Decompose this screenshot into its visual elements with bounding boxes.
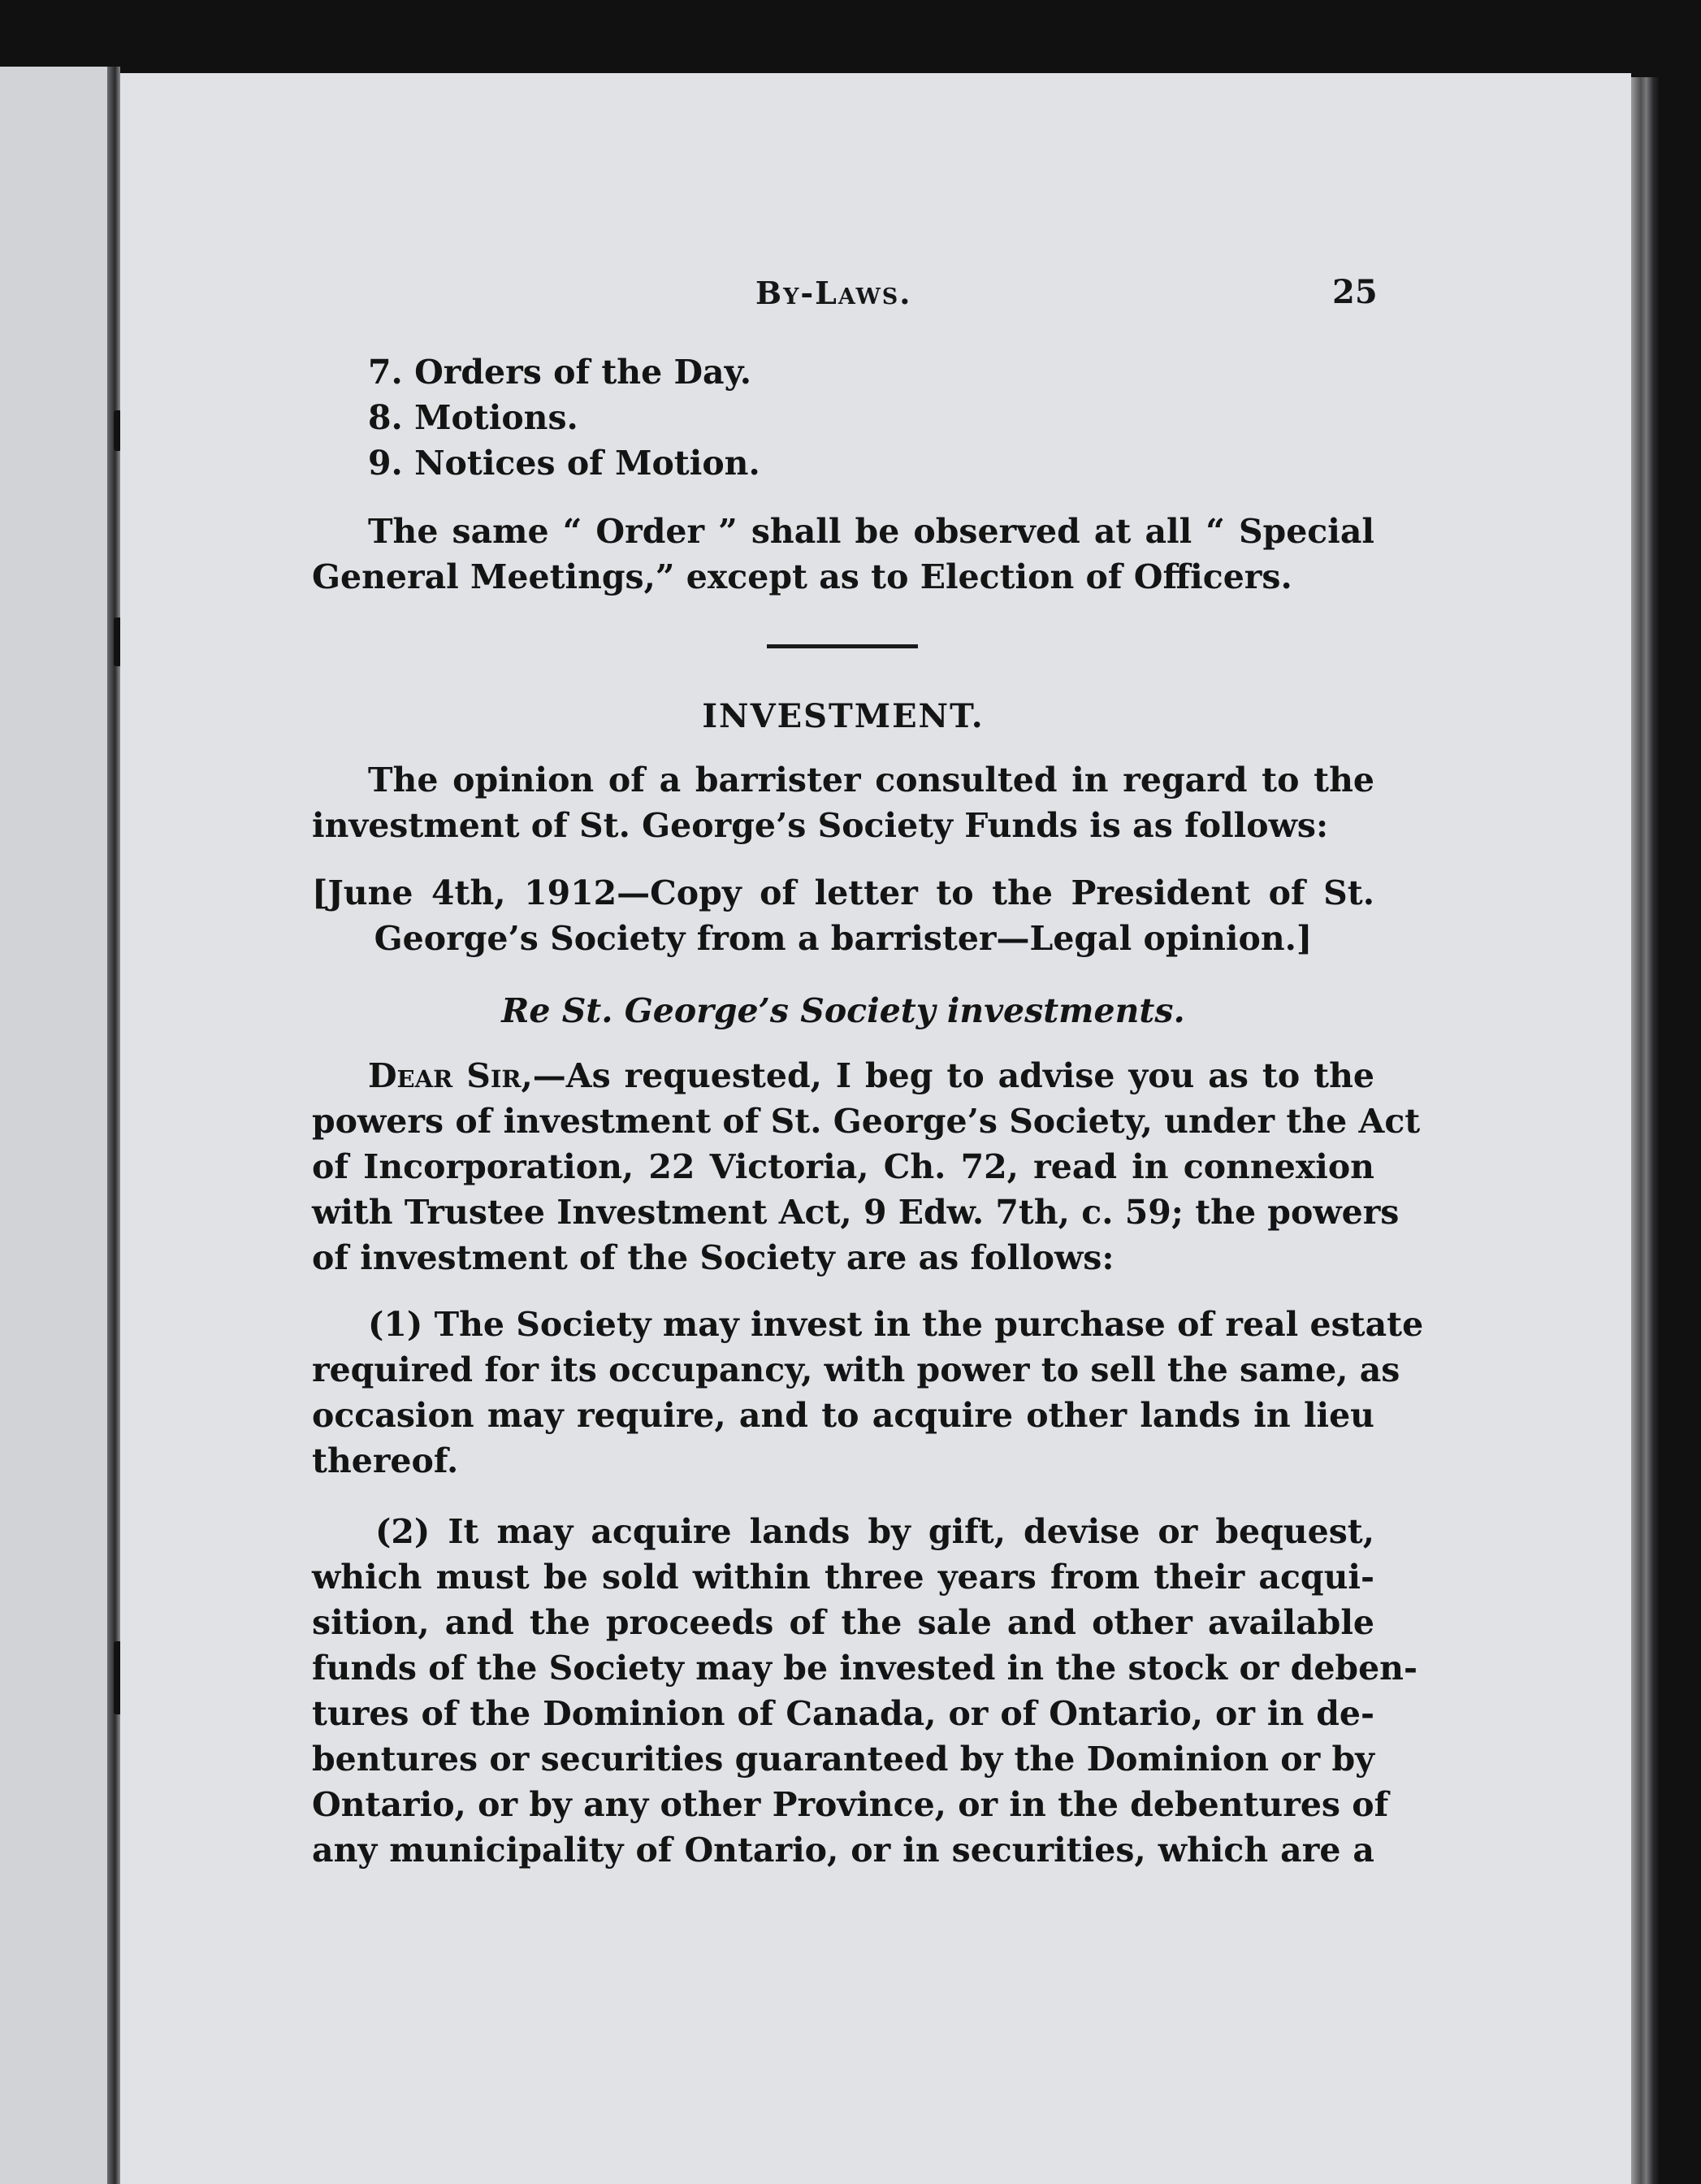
paragraph-line: funds of the Society may be invested in the stock or deben- xyxy=(312,1649,1418,1688)
section-heading: INVESTMENT. xyxy=(702,697,985,735)
salutation: Dear Sir, xyxy=(368,1056,533,1095)
paragraph-line: thereof. xyxy=(312,1441,459,1480)
paragraph-line: (2) It may acquire lands by gift, devise or bequest, xyxy=(375,1512,1374,1551)
paragraph-line: The opinion of a barrister consulted in regard to the xyxy=(368,760,1374,800)
paragraph-line: required for its occupancy, with power to sell the same, as xyxy=(312,1350,1400,1389)
order-note-paragraph xyxy=(312,509,1374,600)
subject-text: Re St. George’s Society investments. xyxy=(501,991,1185,1030)
paragraph-line: sition, and the proceeds of the sale and other available xyxy=(312,1603,1374,1642)
paragraph-line: with Trustee Investment Act, 9 Edw. 7th, c. 59; the powers xyxy=(312,1193,1400,1232)
section-divider xyxy=(767,644,918,648)
paragraph-line: Ontario, or by any other Province, or in the debentures of xyxy=(312,1785,1389,1824)
paragraph-line: of investment of the Society are as follows: xyxy=(312,1238,1115,1277)
paragraph-line: [June 4th, 1912—Copy of letter to the President of St. xyxy=(312,873,1374,912)
letter-body xyxy=(312,1053,1421,1280)
facing-page-edge xyxy=(0,67,112,2184)
paragraph-line: any municipality of Ontario, or in securities, which are a xyxy=(312,1831,1374,1870)
list-item: 7. Orders of the Day. xyxy=(368,353,751,392)
list-item: 8. Motions. xyxy=(368,398,578,437)
paragraph-line: occasion may require, and to acquire other lands in lieu xyxy=(312,1396,1374,1435)
letter-note xyxy=(312,870,1374,961)
book-gutter xyxy=(107,67,120,2184)
paragraph-line: bentures or securities guaranteed by the Dominion or by xyxy=(312,1740,1374,1779)
order-list xyxy=(368,349,1099,486)
page-number: 25 xyxy=(1332,273,1378,311)
page-stack-edge xyxy=(1631,77,1659,2184)
clause-1 xyxy=(312,1302,1424,1484)
letter-opening: —As requested, I beg to advise you as to the xyxy=(532,1056,1374,1095)
paragraph-line: powers of investment of St. George’s Society, under the Act xyxy=(312,1102,1421,1141)
paragraph-line: (1) The Society may invest in the purchase of real estate xyxy=(368,1305,1424,1344)
subject-line xyxy=(312,988,1374,1034)
paragraph-line: which must be sold within three years from their acqui- xyxy=(312,1558,1374,1597)
paragraph-line xyxy=(312,1053,1374,1098)
list-item: 9. Notices of Motion. xyxy=(368,444,760,483)
paragraph-line: The same “ Order ” shall be observed at all “ Special xyxy=(368,512,1374,551)
intro-paragraph xyxy=(312,757,1374,848)
paragraph-line: General Meetings,” except as to Election of Officers. xyxy=(312,557,1292,596)
clause-2 xyxy=(312,1509,1418,1873)
paragraph-line: of Incorporation, 22 Victoria, Ch. 72, read in connexion xyxy=(312,1147,1374,1186)
running-head: By-Laws. xyxy=(755,275,912,311)
paragraph-line: George’s Society from a barrister—Legal opinion.] xyxy=(374,919,1313,958)
paragraph-line: investment of St. George’s Society Funds is as follows: xyxy=(312,806,1329,845)
paragraph-line: tures of the Dominion of Canada, or of Ontario, or in de- xyxy=(312,1694,1374,1733)
